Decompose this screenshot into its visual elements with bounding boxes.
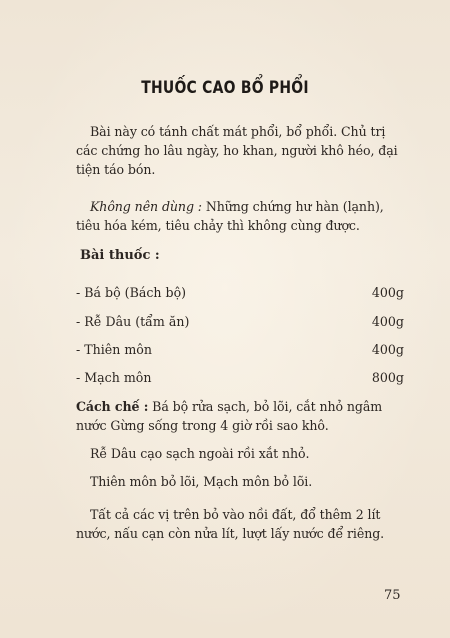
ingredient-name: - Bá bộ (Bách bộ): [76, 285, 187, 300]
contraindication-line-2: tiêu hóa kém, tiêu chảy thì không cùng được.: [76, 218, 360, 233]
preparation-label: Cách chế :: [76, 399, 149, 414]
intro-line-2: các chứng ho lâu ngày, ho khan, người khô héo, đại: [76, 143, 398, 158]
intro-line-3: tiện táo bón.: [76, 162, 156, 177]
preparation-step-4-line-1: Tất cả các vị trên bỏ vào nồi đất, đổ thêm 2 lít: [90, 507, 381, 522]
preparation-step-4: [76, 505, 410, 543]
contraindication-paragraph: [76, 197, 410, 235]
contraindication-label: Không nên dùng :: [90, 199, 202, 214]
ingredient-row: [76, 342, 404, 360]
preparation-line-2: nước Gừng sống trong 4 giờ rồi sao khô.: [76, 418, 329, 433]
preparation-text: Bá bộ rửa sạch, bỏ lõi, cắt nhỏ ngâm: [148, 399, 383, 414]
intro-paragraph: [76, 122, 410, 179]
ingredient-amount: 400g: [371, 285, 404, 300]
ingredient-amount: 400g: [371, 314, 404, 329]
preparation-step-2: [76, 444, 410, 463]
preparation-line-1: [76, 397, 410, 416]
ingredient-name: - Thiên môn: [76, 342, 152, 357]
preparation-paragraph: [76, 397, 410, 435]
page-title: THUỐC CAO BỔ PHỔI: [141, 78, 309, 98]
preparation-step-4-line-2: nước, nấu cạn còn nửa lít, lượt lấy nước để riêng.: [76, 526, 385, 541]
ingredient-row: [76, 370, 404, 388]
recipe-heading: Bài thuốc :: [80, 248, 160, 263]
ingredient-row: [76, 285, 404, 303]
ingredient-amount: 800g: [371, 370, 404, 385]
contraindication-text: Những chứng hư hàn (lạnh),: [201, 199, 384, 214]
ingredient-row: [76, 314, 404, 332]
intro-line-1: Bài này có tánh chất mát phổi, bổ phổi. Chủ trị: [90, 124, 386, 139]
ingredient-name: - Rễ Dâu (tẩm ăn): [76, 314, 190, 329]
ingredient-name: - Mạch môn: [76, 370, 152, 385]
preparation-step-3: [76, 472, 410, 491]
preparation-step-3-line: Thiên môn bỏ lõi, Mạch môn bỏ lõi.: [90, 474, 313, 489]
ingredient-amount: 400g: [371, 342, 404, 357]
page-number: 75: [384, 588, 401, 603]
preparation-step-2-line: Rễ Dâu cạo sạch ngoài rồi xắt nhỏ.: [90, 446, 310, 461]
contraindication-line-1: [76, 197, 410, 216]
